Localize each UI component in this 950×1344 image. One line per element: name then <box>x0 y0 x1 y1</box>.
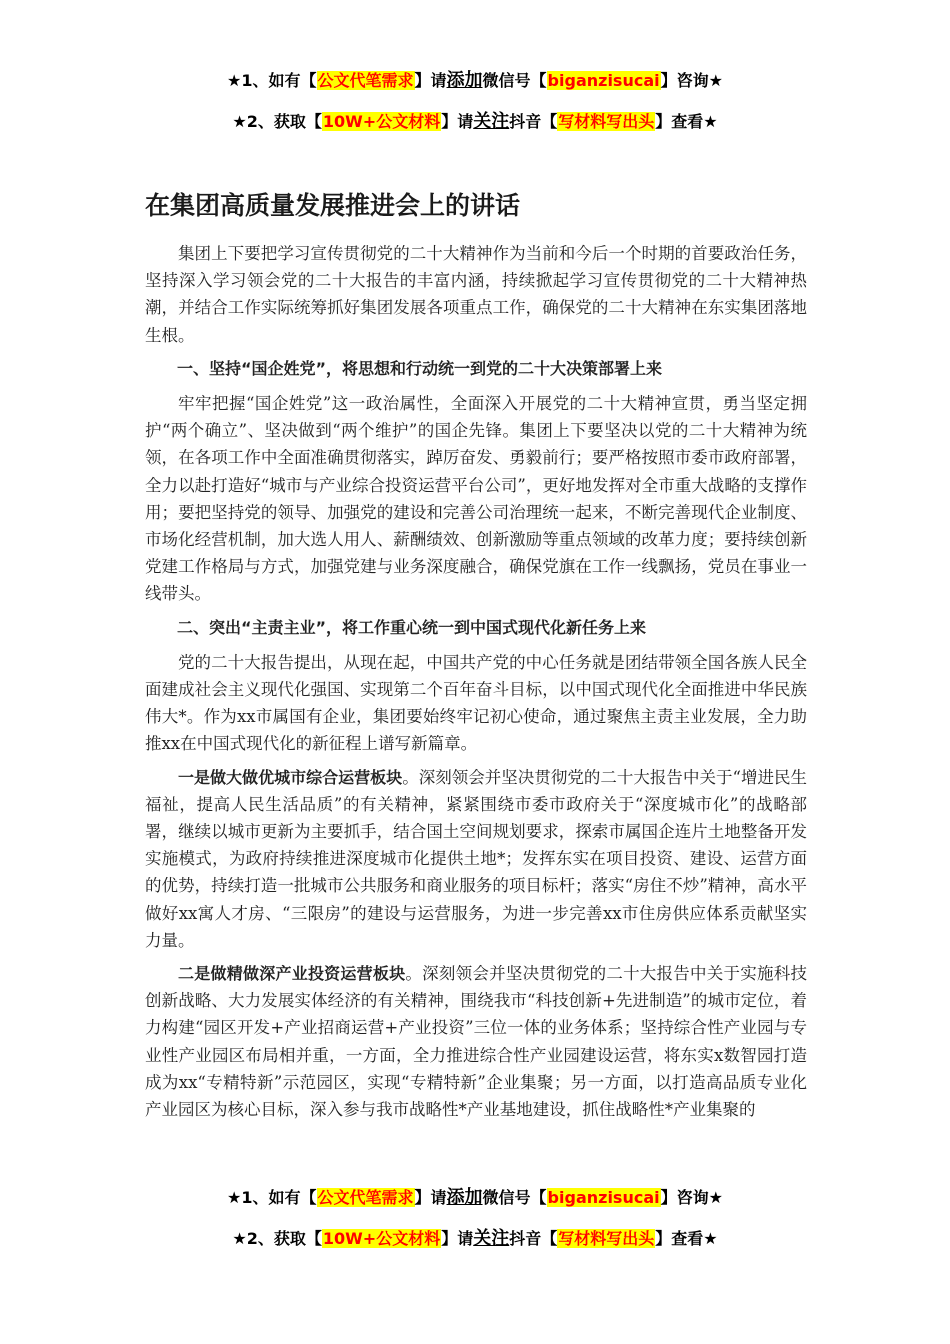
highlight-text: 10W+公文材料 <box>322 1229 441 1248</box>
banner-text: ★1、如有【 <box>227 71 317 90</box>
body-paragraph-2: 党的二十大报告提出，从现在起，中国共产党的中心任务就是团结带领全国各族人民全面建成社会主义现代化强国、实现第二个百年奋斗目标，以中国式现代化全面推进中华民族伟大*。作为xx市属国有企业，集团要始终牢记初心使命，通过聚焦主责主业发展，全力助推xx在中国式现代化的新征程上谱写新篇章。 <box>145 652 807 754</box>
section-heading-1: 一、坚持“国企姓党”，将思想和行动统一到党的二十大决策部署上来 <box>177 358 663 378</box>
paragraph-text: 。深刻领会并坚决贯彻党的二十大报告中关于“增进民生福祉，提高人民生活品质”的有关精神，紧紧围绕市委市政府关于“深度城市化”的战略部署，继续以城市更新为主要抓手，结合国土空间规划要求，探索市属国企连片土地整备开发实施模式，为政府持续推进深度城市化提供土地*；发挥东实在项目投资、建设、运营方面的优势，持续打造一批城市公共服务和商业服务的项目标杆；落实“房住不炒”精神，高水平做好xx寓人才房、“三限房”的建设与运营服务，为进一步完善xx市住房供应体系贡献坚实力量。 <box>145 767 807 950</box>
section-heading-2: 二、突出“主责主业”，将工作重心统一到中国式现代化新任务上来 <box>177 617 647 637</box>
promo-banner-top-1 <box>0 70 950 92</box>
highlight-text: biganzisucai <box>547 71 660 90</box>
banner-text: 】请 <box>441 112 474 131</box>
intro-paragraph: 集团上下要把学习宣传贯彻党的二十大精神作为当前和今后一个时期的首要政治任务，坚持深入学习领会党的二十大报告的丰富内涵，持续掀起学习宣传贯彻党的二十大精神热潮，并结合工作实际统筹抓好集团发展各项重点工作，确保党的二十大精神在东实集团落地生根。 <box>145 244 807 345</box>
paragraph-lead: 二是做精做深产业投资运营板块 <box>178 964 406 984</box>
banner-text: 微信号【 <box>482 1188 547 1207</box>
paragraph-lead: 一是做大做优城市综合运营板块 <box>178 767 403 787</box>
highlight-text: 公文代笔需求 <box>317 71 414 90</box>
banner-text: ★1、如有【 <box>227 1188 317 1207</box>
document-body <box>145 240 807 1129</box>
highlight-text: 公文代笔需求 <box>317 1188 414 1207</box>
banner-text: 】咨询★ <box>660 1188 723 1207</box>
body-paragraph-1: 牢牢把握“国企姓党”这一政治属性，全面深入开展党的二十大精神宣贯，勇当坚定拥护“两个确立”、坚决做到“两个维护”的国企先锋。集团上下要坚决以党的二十大精神为统领，在各项工作中全面准确贯彻落实，踔厉奋发、勇毅前行；要严格按照市委市政府部署，全力以赴打造好“城市与产业综合投资运营平台公司”，更好地发挥对全市重大战略的支撑作用；要把坚持党的领导、加强党的建设和完善公司治理统一起来，不断完善现代企业制度、市场化经营机制，加大选人用人、薪酬绩效、创新激励等重点领域的改革力度；要持续创新党建工作格局与方式，加强党建与业务深度融合，确保党旗在工作一线飘扬，党员在事业一线带头。 <box>145 394 807 604</box>
underlined-text: 添加 <box>446 70 483 91</box>
banner-text: 】请 <box>414 71 447 90</box>
highlight-text: biganzisucai <box>547 1188 660 1207</box>
banner-text: 抖音【 <box>509 1229 558 1248</box>
banner-text: 】查看★ <box>655 1229 718 1248</box>
document-title: 在集团高质量发展推进会上的讲话 <box>145 191 521 220</box>
banner-text: 】咨询★ <box>660 71 723 90</box>
promo-banner-bottom-1 <box>0 1187 950 1209</box>
banner-text: 抖音【 <box>509 112 558 131</box>
highlight-text: 写材料写出头 <box>558 112 655 131</box>
banner-text: 】查看★ <box>655 112 718 131</box>
underlined-text: 添加 <box>446 1187 483 1208</box>
highlight-text: 写材料写出头 <box>558 1229 655 1248</box>
paragraph-text: 。深刻领会并坚决贯彻党的二十大报告中关于实施科技创新战略、大力发展实体经济的有关精神，围绕我市“科技创新+先进制造”的城市定位，着力构建“园区开发+产业招商运营+产业投资”三位一体的业务体系；坚持综合性产业园与专业性产业园区布局相并重，一方面，全力推进综合性产业园建设运营，将东实x数智园打造成为xx“专精特新”示范园区，实现“专精特新”企业集聚；另一方面，以打造高品质专业化产业园区为核心目标，深入参与我市战略性*产业基地建设，抓住战略性*产业集聚的 <box>145 964 807 1120</box>
banner-text: 微信号【 <box>482 71 547 90</box>
promo-banner-bottom-2 <box>0 1228 950 1250</box>
highlight-text: 10W+公文材料 <box>322 112 441 131</box>
body-paragraph-3 <box>145 764 807 954</box>
body-paragraph-4 <box>145 960 807 1123</box>
underlined-text: 关注 <box>473 1228 510 1249</box>
banner-text: 】请 <box>441 1229 474 1248</box>
banner-text: ★2、获取【 <box>232 112 322 131</box>
banner-text: 】请 <box>414 1188 447 1207</box>
promo-banner-top-2 <box>0 111 950 133</box>
banner-text: ★2、获取【 <box>232 1229 322 1248</box>
underlined-text: 关注 <box>473 111 510 132</box>
